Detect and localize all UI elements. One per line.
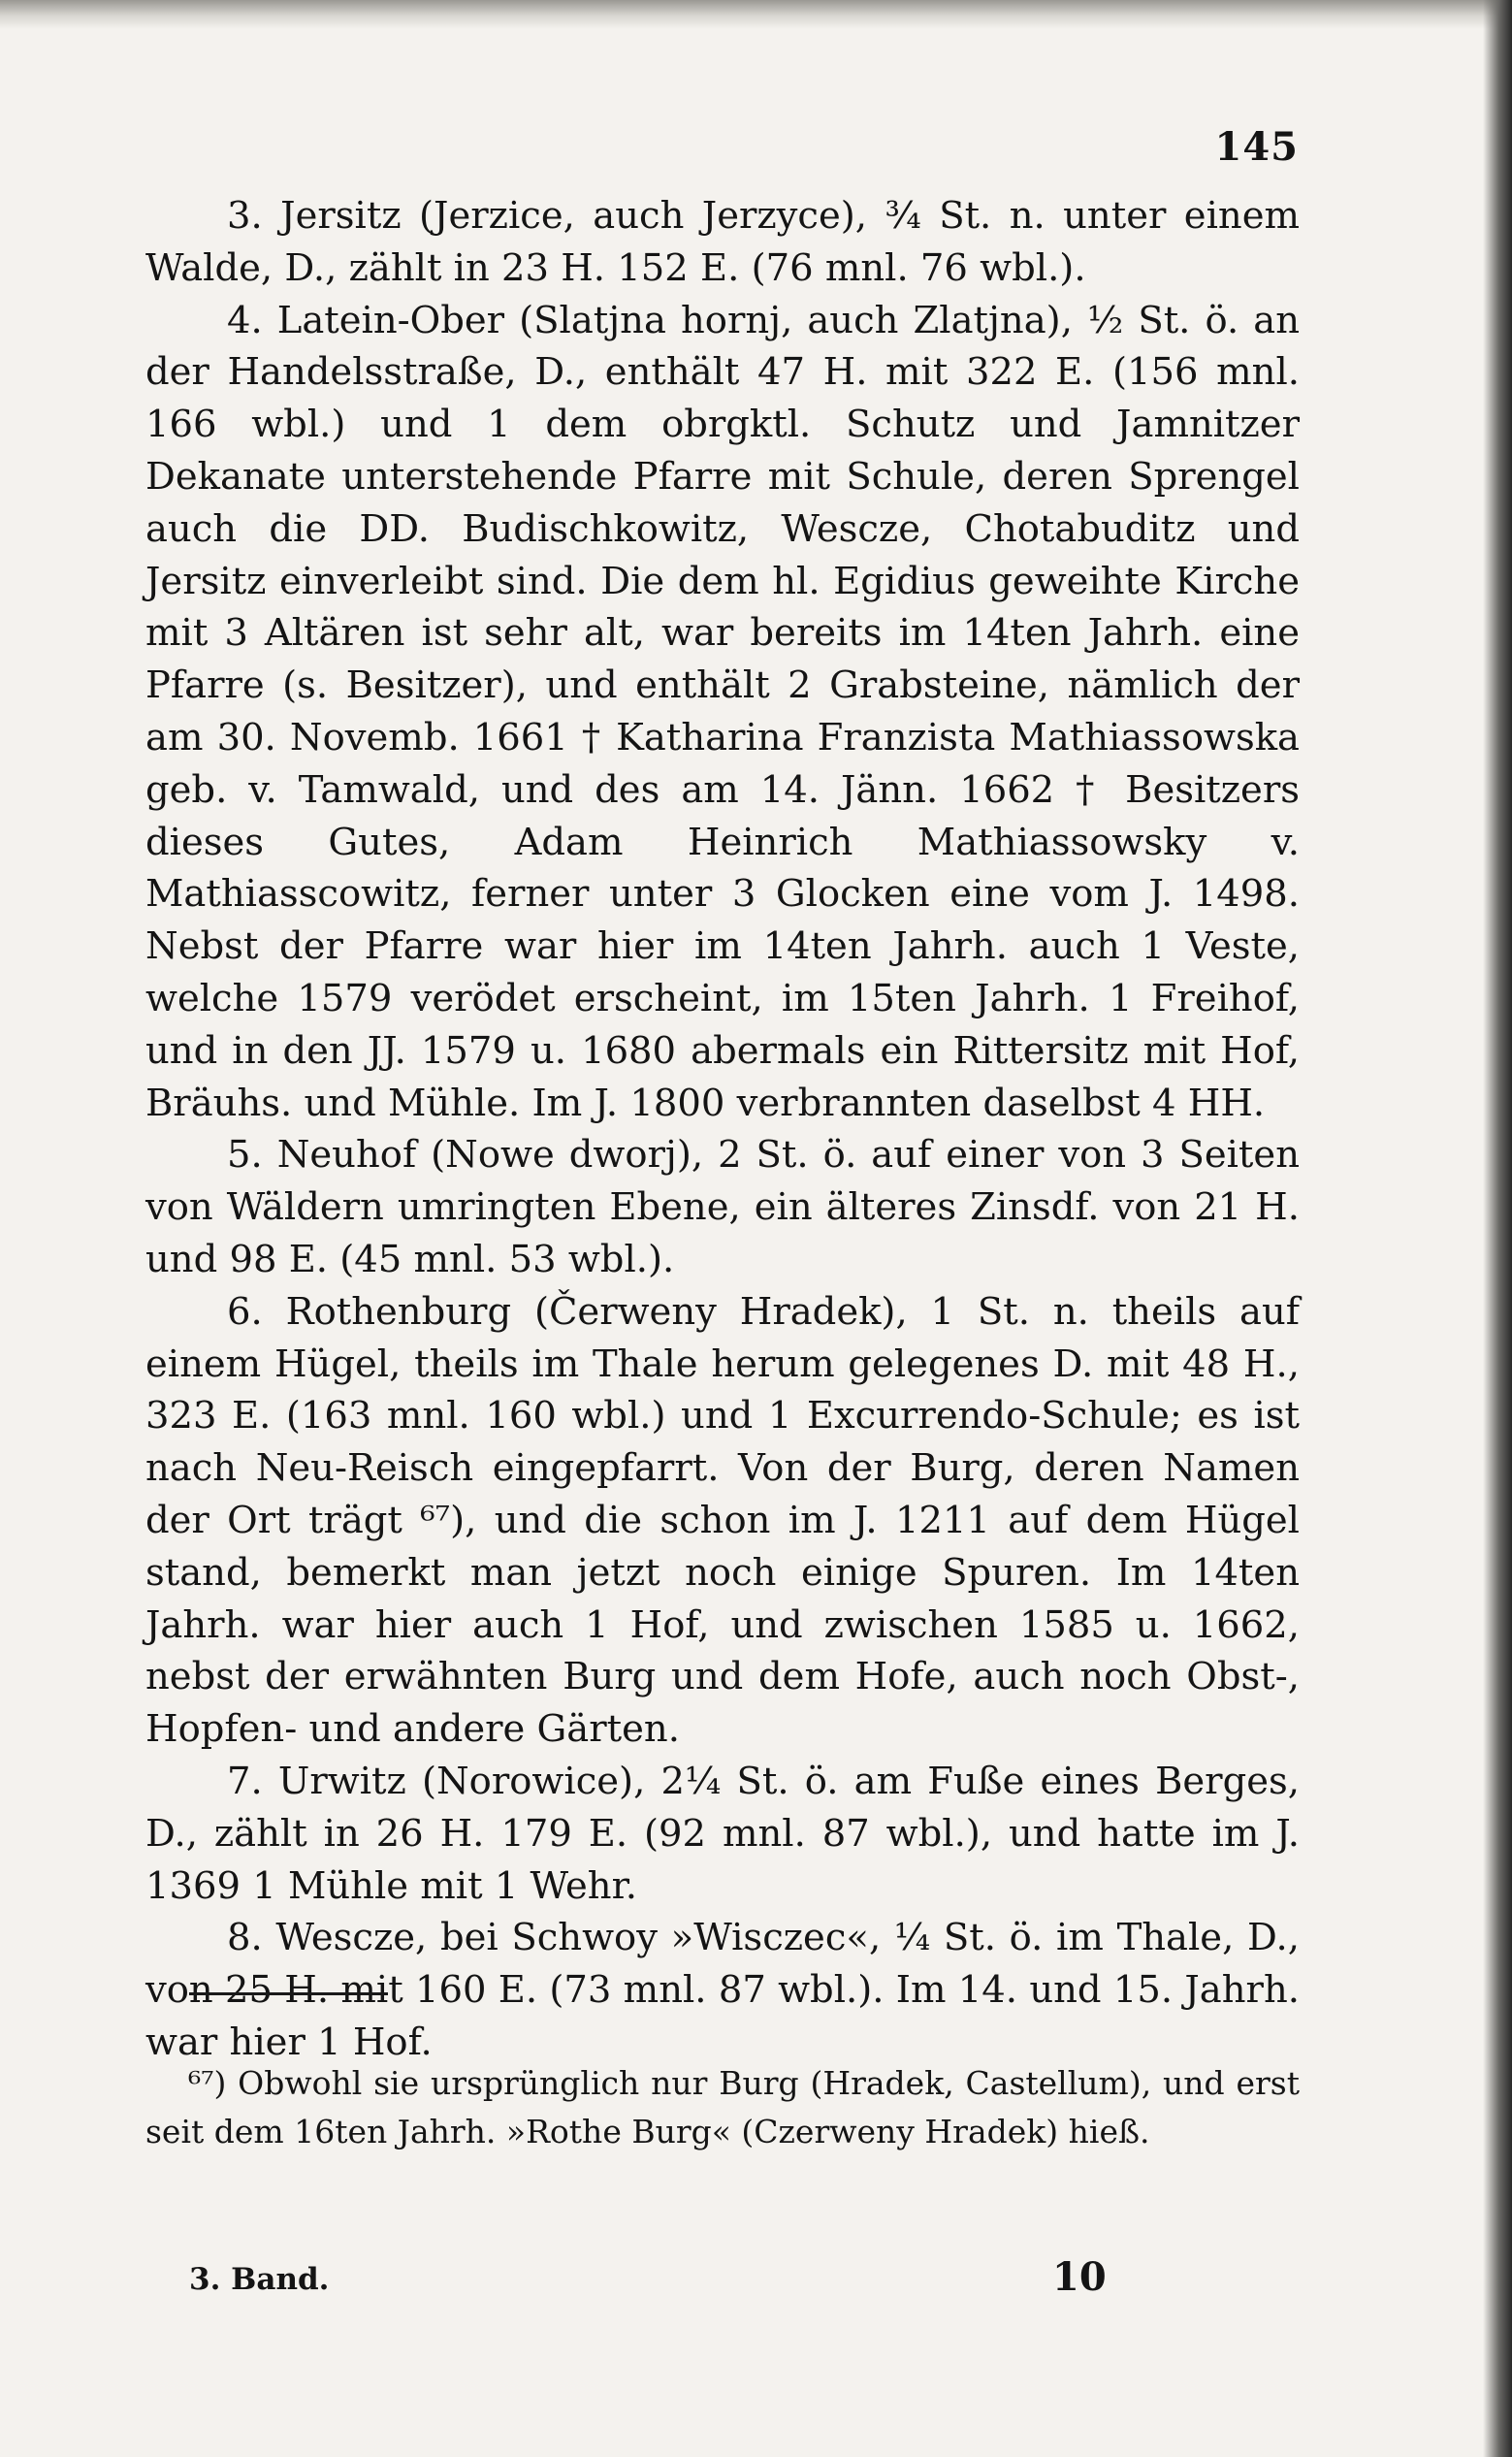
entry-jersitz: 3. Jersitz (Jerzice, auch Jerzyce), ¾ St. n. unter einem Walde, D., zählt in 23 H. 152 E. (76 mnl. 76 wbl.). <box>145 194 1300 290</box>
main-text <box>145 190 1300 2069</box>
scan-edge-right <box>1483 0 1512 2457</box>
sheet-signature: 10 <box>1052 2254 1107 2300</box>
volume-label: 3. Band. <box>189 2262 330 2297</box>
footnote-67: ⁶⁷) Obwohl sie ursprünglich nur Burg (Hradek, Castellum), und erst seit dem 16ten Jahrh. »Rothe Burg« (Czerweny Hradek) hieß. <box>145 2064 1300 2150</box>
entry-rothenburg: 6. Rothenburg (Čerweny Hradek), 1 St. n. theils auf einem Hügel, theils im Thale herum gelegenes D. mit 48 H., 323 E. (163 mnl. 160 wbl.) und 1 Excurrendo-Schule; es ist nach Neu-Reisch eingepfarrt. Von der Burg, deren Namen der Ort trägt ⁶⁷), und die schon im J. 1211 auf dem Hügel stand, bemerkt man jetzt noch einige Spuren. Im 14ten Jahrh. war hier auch 1 Hof, und zwischen 1585 u. 1662, nebst der erwähnten Burg und dem Hofe, auch noch Obst-, Hopfen- und andere Gärten. <box>145 1289 1300 1752</box>
entry-urwitz: 7. Urwitz (Norowice), 2¼ St. ö. am Fuße eines Berges, D., zählt in 26 H. 179 E. (92 mnl. 87 wbl.), und hatte im J. 1369 1 Mühle mit 1 Wehr. <box>145 1759 1300 1908</box>
footnote-divider <box>189 1992 388 1995</box>
scan-edge-top <box>0 0 1512 29</box>
entry-neuhof: 5. Neuhof (Nowe dworj), 2 St. ö. auf einer von 3 Seiten von Wäldern umringten Ebene, ein älteres Zinsdf. von 21 H. und 98 E. (45 mnl. 53 wbl.). <box>145 1133 1300 1281</box>
page-number: 145 <box>1214 124 1299 170</box>
entry-latein-ober: 4. Latein-Ober (Slatjna hornj, auch Zlatjna), ½ St. ö. an der Handelsstraße, D., enthält 47 H. mit 322 E. (156 mnl. 166 wbl.) und 1 dem obrgktl. Schutz und Jamnitzer Dekanate unterstehende Pfarre mit Schule, deren Sprengel auch die DD. Budischkowitz, Wescze, Chotabuditz und Jersitz einverleibt sind. Die dem hl. Egidius geweihte Kirche mit 3 Altären ist sehr alt, war bereits im 14ten Jahrh. eine Pfarre (s. Besitzer), und enthält 2 Grabsteine, nämlich der am 30. Novemb. 1661 † Katharina Franzista Mathiassowska geb. v. Tamwald, und des am 14. Jänn. 1662 † Besitzers dieses Gutes, Adam Heinrich Mathiassowsky v. Mathiasscowitz, ferner unter 3 Glocken eine vom J. 1498. Nebst der Pfarre war hier im 14ten Jahrh. auch 1 Veste, welche 1579 verödet erscheint, im 15ten Jahrh. 1 Freihof, und in den JJ. 1579 u. 1680 abermals ein Rittersitz mit Hof, Bräuhs. und Mühle. Im J. 1800 verbrannten daselbst 4 HH. <box>145 298 1300 1125</box>
entry-wescze: 8. Wescze, bei Schwoy »Wisczec«, ¼ St. ö. im Thale, D., von 25 H. mit 160 E. (73 mnl. 87 wbl.). Im 14. und 15. Jahrh. war hier 1 Hof. <box>145 1916 1300 2064</box>
